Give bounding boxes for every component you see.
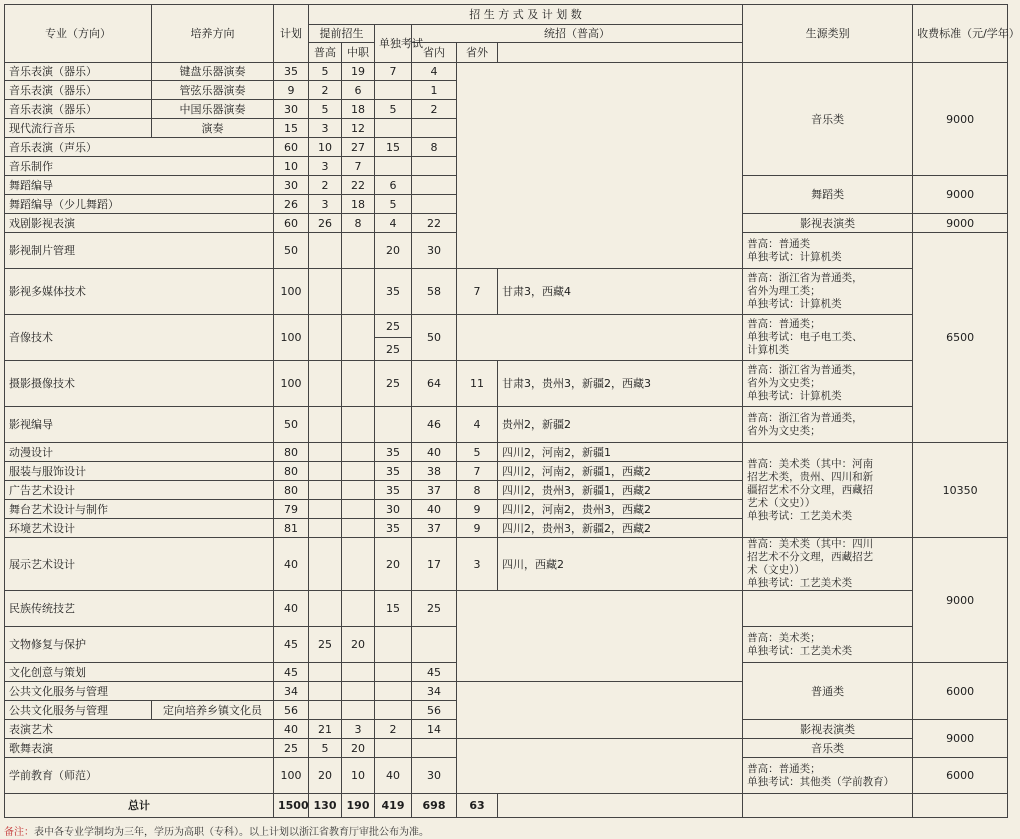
cell-plan: 26 [274, 195, 309, 214]
cell-single-exam: 7 [375, 63, 412, 81]
cell-early-vocational: 22 [342, 176, 375, 195]
cell-out-province-detail: 甘肃3，贵州3，新疆2，西藏3 [498, 361, 743, 407]
cell-out-province-empty [457, 739, 743, 794]
cell-early-general: 5 [309, 739, 342, 758]
total-out-detail [498, 794, 743, 818]
cell-in-province: 1 [412, 81, 457, 100]
cell-plan: 81 [274, 519, 309, 538]
cell-in-province: 17 [412, 538, 457, 591]
cell-plan: 100 [274, 758, 309, 794]
total-row [5, 794, 1008, 818]
cell-out-province-detail: 四川2，河南2，贵州3，西藏2 [498, 500, 743, 519]
cell-plan: 10 [274, 157, 309, 176]
cell-plan: 100 [274, 315, 309, 361]
cell-fee: 6000 [913, 758, 1008, 794]
cell-single-exam: 30 [375, 500, 412, 519]
cell-in-province: 22 [412, 214, 457, 233]
cell-early-vocational [342, 361, 375, 407]
cell-major: 影视编导 [5, 407, 274, 443]
cell-in-province: 50 [412, 315, 457, 361]
cell-source-category: 普高：浙江省为普通类， 省外为文史类； 单独考试：计算机类 [743, 361, 913, 407]
cell-early-vocational [342, 269, 375, 315]
cell-early-general [309, 701, 342, 720]
cell-early-vocational: 6 [342, 81, 375, 100]
cell-single-exam: 35 [375, 519, 412, 538]
cell-direction: 管弦乐器演奏 [152, 81, 274, 100]
cell-out-province-detail: 四川2，河南2，新疆1，西藏2 [498, 462, 743, 481]
cell-single-exam: 35 [375, 269, 412, 315]
cell-source-category: 普高：美术类（其中：河南 招艺术类，贵州、四川和新 疆招艺术不分文理，西藏招 艺术（文史）） 单独考试：工艺美术类 [743, 443, 913, 538]
cell-plan: 34 [274, 682, 309, 701]
cell-in-province: 4 [412, 63, 457, 81]
cell-source-category: 普高：美术类； 单独考试：工艺美术类 [743, 627, 913, 663]
cell-in-province: 64 [412, 361, 457, 407]
cell-early-vocational: 7 [342, 157, 375, 176]
cell-plan: 15 [274, 119, 309, 138]
table-header [5, 5, 1020, 63]
cell-single-exam [375, 81, 412, 100]
header-single: 单独考试 [375, 25, 412, 63]
cell-early-vocational: 20 [342, 739, 375, 758]
cell-major: 表演艺术 [5, 720, 274, 739]
cell-in-province [412, 176, 457, 195]
cell-single-exam: 20 [375, 538, 412, 591]
header-out-province: 省外 [457, 43, 498, 63]
cell-single-exam [375, 157, 412, 176]
total-fee [913, 794, 1008, 818]
cell-source-category: 舞蹈类 [743, 176, 913, 214]
cell-fee: 9000 [913, 63, 1008, 176]
cell-source-category: 影视表演类 [743, 720, 913, 739]
table-row [5, 407, 1008, 443]
header-early: 提前招生 [309, 25, 375, 43]
table-body [5, 63, 1008, 818]
cell-source-category: 音乐类 [743, 739, 913, 758]
cell-early-vocational: 10 [342, 758, 375, 794]
cell-major: 影视多媒体技术 [5, 269, 274, 315]
cell-early-general [309, 462, 342, 481]
cell-early-vocational [342, 233, 375, 269]
cell-single-exam [375, 701, 412, 720]
cell-in-province: 45 [412, 663, 457, 682]
cell-early-vocational [342, 519, 375, 538]
cell-out-province: 11 [457, 361, 498, 407]
footnote [4, 823, 429, 838]
cell-early-general: 26 [309, 214, 342, 233]
cell-major: 文物修复与保护 [5, 627, 274, 663]
header-plan: 计划 [274, 5, 309, 63]
cell-early-vocational: 3 [342, 720, 375, 739]
cell-early-general [309, 233, 342, 269]
cell-single-exam [375, 739, 412, 758]
header-in-province: 省内 [412, 43, 457, 63]
cell-single-exam [375, 407, 412, 443]
cell-major: 服装与服饰设计 [5, 462, 274, 481]
cell-out-province-empty [457, 315, 743, 361]
cell-major: 动漫设计 [5, 443, 274, 462]
cell-major: 音像技术 [5, 315, 274, 361]
cell-out-province: 9 [457, 500, 498, 519]
cell-fee: 9000 [913, 176, 1008, 214]
cell-out-province-detail: 四川2，河南2，新疆1 [498, 443, 743, 462]
cell-in-province: 40 [412, 443, 457, 462]
total-early-vocational: 190 [342, 794, 375, 818]
cell-early-general: 3 [309, 119, 342, 138]
cell-single-exam [375, 119, 412, 138]
cell-early-vocational: 18 [342, 100, 375, 119]
cell-major: 舞蹈编导（少儿舞蹈） [5, 195, 274, 214]
cell-plan: 60 [274, 138, 309, 157]
cell-source-category [743, 591, 913, 627]
cell-in-province: 38 [412, 462, 457, 481]
table-row [5, 269, 1008, 315]
cell-plan: 80 [274, 481, 309, 500]
cell-direction: 键盘乐器演奏 [152, 63, 274, 81]
cell-source-category: 音乐类 [743, 63, 913, 176]
cell-single-exam: 20 [375, 233, 412, 269]
total-source [743, 794, 913, 818]
footnote-text: 表中各专业学制均为三年，学历为高职（专科）。以上计划以浙江省教育厅审批公布为准。 [34, 827, 429, 838]
cell-single-exam: 15 [375, 138, 412, 157]
header-out-detail [498, 43, 743, 63]
cell-early-vocational [342, 701, 375, 720]
cell-major: 学前教育（师范） [5, 758, 274, 794]
cell-out-province: 3 [457, 538, 498, 591]
cell-fee: 6000 [913, 663, 1008, 720]
cell-major: 环境艺术设计 [5, 519, 274, 538]
cell-direction: 定向培养乡镇文化员 [152, 701, 274, 720]
cell-major: 影视制片管理 [5, 233, 274, 269]
header-early-vocational: 中职 [342, 43, 375, 63]
cell-major: 民族传统技艺 [5, 591, 274, 627]
cell-source-category: 普高：普通类 单独考试：计算机类 [743, 233, 913, 269]
cell-fee: 9000 [913, 214, 1008, 233]
cell-early-general [309, 443, 342, 462]
cell-in-province: 58 [412, 269, 457, 315]
cell-out-province-detail: 四川2，贵州3，新疆1，西藏2 [498, 481, 743, 500]
cell-direction: 演奏 [152, 119, 274, 138]
cell-major: 音乐表演（器乐） [5, 63, 152, 81]
cell-single-exam: 25 [375, 338, 412, 361]
total-label: 总计 [5, 794, 274, 818]
cell-source-category: 普高：美术类（其中：四川 招艺术不分文理，西藏招艺 术（文史）） 单独考试：工艺美术类 [743, 538, 913, 591]
cell-plan: 45 [274, 663, 309, 682]
cell-source-category: 普高：普通类； 单独考试：其他类（学前教育） [743, 758, 913, 794]
cell-fee: 9000 [913, 720, 1008, 758]
cell-major: 摄影摄像技术 [5, 361, 274, 407]
cell-early-general [309, 315, 342, 361]
cell-out-province-detail: 贵州2，新疆2 [498, 407, 743, 443]
total-out-province: 63 [457, 794, 498, 818]
cell-plan: 50 [274, 407, 309, 443]
cell-plan: 40 [274, 720, 309, 739]
cell-early-vocational [342, 481, 375, 500]
cell-early-vocational: 12 [342, 119, 375, 138]
cell-in-province: 30 [412, 233, 457, 269]
cell-early-general [309, 538, 342, 591]
table-row [5, 591, 1008, 627]
cell-early-general: 20 [309, 758, 342, 794]
header-major: 专业（方向） [5, 5, 152, 63]
cell-plan: 80 [274, 443, 309, 462]
cell-major: 音乐表演（声乐） [5, 138, 274, 157]
cell-source-category: 普高：浙江省为普通类， 省外为理工类； 单独考试：计算机类 [743, 269, 913, 315]
cell-major: 音乐表演（器乐） [5, 100, 152, 119]
cell-early-vocational [342, 315, 375, 361]
cell-early-general: 2 [309, 176, 342, 195]
cell-source-category: 影视表演类 [743, 214, 913, 233]
table-row [5, 443, 1008, 462]
cell-plan: 60 [274, 214, 309, 233]
cell-out-province-empty [457, 682, 743, 739]
cell-in-province [412, 157, 457, 176]
cell-out-province: 8 [457, 481, 498, 500]
cell-early-general [309, 407, 342, 443]
cell-early-general [309, 682, 342, 701]
cell-single-exam: 5 [375, 100, 412, 119]
cell-plan: 100 [274, 361, 309, 407]
cell-early-vocational [342, 682, 375, 701]
cell-in-province: 56 [412, 701, 457, 720]
cell-out-province-detail: 四川2，贵州3，新疆2，西藏2 [498, 519, 743, 538]
cell-out-province-detail: 甘肃3，西藏4 [498, 269, 743, 315]
cell-single-exam: 5 [375, 195, 412, 214]
cell-early-general: 2 [309, 81, 342, 100]
cell-major: 展示艺术设计 [5, 538, 274, 591]
cell-early-vocational: 18 [342, 195, 375, 214]
header-unified: 统招（普高） [412, 25, 743, 43]
cell-in-province: 34 [412, 682, 457, 701]
cell-early-general: 21 [309, 720, 342, 739]
cell-early-vocational [342, 500, 375, 519]
table-row [5, 739, 1008, 758]
cell-early-general [309, 269, 342, 315]
cell-major: 广告艺术设计 [5, 481, 274, 500]
cell-out-province: 9 [457, 519, 498, 538]
cell-early-general [309, 361, 342, 407]
cell-in-province: 40 [412, 500, 457, 519]
cell-major: 歌舞表演 [5, 739, 274, 758]
cell-single-exam: 35 [375, 462, 412, 481]
cell-in-province: 37 [412, 519, 457, 538]
cell-early-general: 3 [309, 157, 342, 176]
cell-major: 舞蹈编导 [5, 176, 274, 195]
cell-major: 音乐表演（器乐） [5, 81, 152, 100]
cell-out-province-detail: 四川，西藏2 [498, 538, 743, 591]
total-plan: 1500 [274, 794, 309, 818]
cell-early-general: 10 [309, 138, 342, 157]
cell-plan: 50 [274, 233, 309, 269]
cell-single-exam: 35 [375, 481, 412, 500]
cell-plan: 35 [274, 63, 309, 81]
cell-early-vocational: 8 [342, 214, 375, 233]
cell-major: 公共文化服务与管理 [5, 701, 152, 720]
cell-early-general [309, 481, 342, 500]
header-source: 生源类别 [743, 5, 913, 63]
cell-single-exam: 25 [375, 315, 412, 338]
cell-single-exam: 2 [375, 720, 412, 739]
cell-in-province: 25 [412, 591, 457, 627]
cell-early-vocational [342, 443, 375, 462]
cell-early-general [309, 500, 342, 519]
cell-source-category: 普通类 [743, 663, 913, 720]
cell-early-vocational [342, 538, 375, 591]
cell-out-province-empty [457, 591, 743, 682]
cell-fee: 9000 [913, 538, 1008, 663]
cell-plan: 9 [274, 81, 309, 100]
cell-out-province: 7 [457, 269, 498, 315]
table-row [5, 315, 1008, 338]
cell-early-general [309, 519, 342, 538]
cell-plan: 40 [274, 591, 309, 627]
cell-plan: 25 [274, 739, 309, 758]
cell-in-province: 14 [412, 720, 457, 739]
cell-plan: 79 [274, 500, 309, 519]
cell-early-general: 5 [309, 63, 342, 81]
cell-single-exam [375, 682, 412, 701]
cell-early-general: 3 [309, 195, 342, 214]
cell-single-exam: 35 [375, 443, 412, 462]
cell-early-vocational: 20 [342, 627, 375, 663]
cell-single-exam: 40 [375, 758, 412, 794]
cell-plan: 45 [274, 627, 309, 663]
cell-in-province [412, 119, 457, 138]
cell-single-exam [375, 627, 412, 663]
cell-in-province: 8 [412, 138, 457, 157]
cell-source-category: 普高：普通类； 单独考试：电子电工类、 计算机类 [743, 315, 913, 361]
header-fee: 收费标准（元/学年） [913, 5, 1008, 63]
cell-out-province-empty [457, 63, 743, 269]
cell-in-province [412, 627, 457, 663]
cell-fee: 10350 [913, 443, 1008, 538]
cell-direction: 中国乐器演奏 [152, 100, 274, 119]
cell-in-province: 2 [412, 100, 457, 119]
header-early-general: 普高 [309, 43, 342, 63]
cell-plan: 100 [274, 269, 309, 315]
cell-source-category: 普高：浙江省为普通类， 省外为文史类； [743, 407, 913, 443]
cell-single-exam [375, 663, 412, 682]
cell-plan: 30 [274, 176, 309, 195]
cell-early-general: 5 [309, 100, 342, 119]
cell-major: 公共文化服务与管理 [5, 682, 274, 701]
cell-major: 戏剧影视表演 [5, 214, 274, 233]
cell-plan: 56 [274, 701, 309, 720]
cell-out-province: 4 [457, 407, 498, 443]
header-method-title: 招 生 方 式 及 计 划 数 [309, 5, 743, 25]
cell-in-province: 46 [412, 407, 457, 443]
cell-early-vocational [342, 591, 375, 627]
cell-early-vocational: 19 [342, 63, 375, 81]
cell-major: 音乐制作 [5, 157, 274, 176]
cell-early-general [309, 663, 342, 682]
cell-in-province [412, 739, 457, 758]
cell-early-general: 25 [309, 627, 342, 663]
cell-plan: 40 [274, 538, 309, 591]
cell-plan: 30 [274, 100, 309, 119]
cell-single-exam: 6 [375, 176, 412, 195]
table-row [5, 63, 1008, 81]
cell-major: 现代流行音乐 [5, 119, 152, 138]
cell-major: 舞台艺术设计与制作 [5, 500, 274, 519]
cell-single-exam: 25 [375, 361, 412, 407]
cell-early-vocational: 27 [342, 138, 375, 157]
admission-plan-table [4, 4, 1020, 818]
cell-in-province: 37 [412, 481, 457, 500]
total-early-general: 130 [309, 794, 342, 818]
cell-in-province: 30 [412, 758, 457, 794]
cell-out-province: 7 [457, 462, 498, 481]
cell-early-general [309, 591, 342, 627]
header-direction: 培养方向 [152, 5, 274, 63]
cell-out-province: 5 [457, 443, 498, 462]
cell-early-vocational [342, 407, 375, 443]
footnote-key: 备注： [4, 827, 34, 838]
total-single-exam: 419 [375, 794, 412, 818]
cell-major: 文化创意与策划 [5, 663, 274, 682]
cell-fee: 6500 [913, 233, 1008, 443]
table-row [5, 361, 1008, 407]
cell-single-exam: 4 [375, 214, 412, 233]
cell-in-province [412, 195, 457, 214]
total-in-province: 698 [412, 794, 457, 818]
cell-early-vocational [342, 663, 375, 682]
table-row [5, 538, 1008, 591]
cell-single-exam: 15 [375, 591, 412, 627]
cell-plan: 80 [274, 462, 309, 481]
cell-early-vocational [342, 462, 375, 481]
